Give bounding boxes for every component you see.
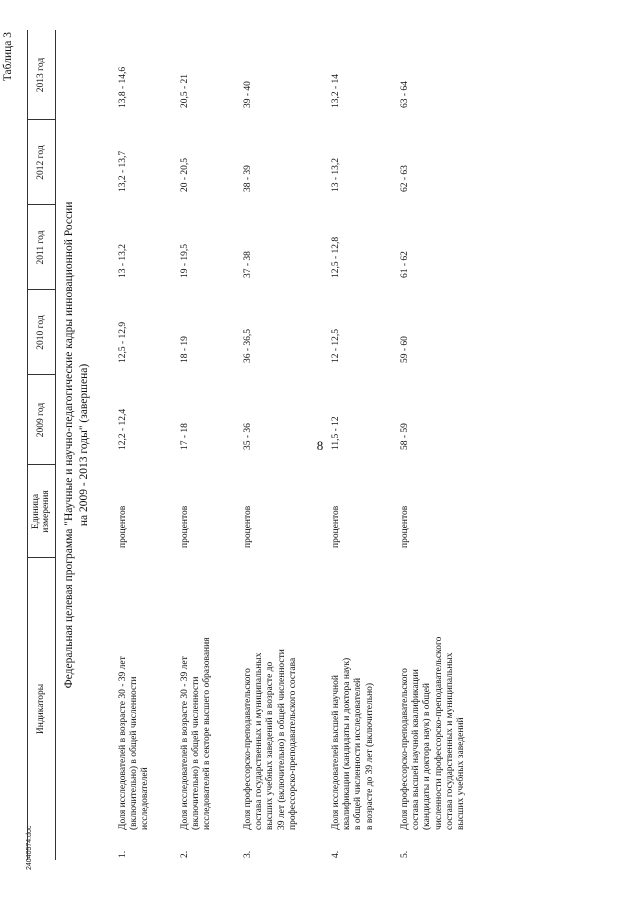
value-2011: 13 - 13,2 <box>118 243 128 278</box>
indicator-line: исследователей <box>140 767 151 830</box>
program-title <box>62 30 92 860</box>
indicator-line: (включительно) в общей численности <box>191 676 202 830</box>
value-2012: 38 - 39 <box>243 165 253 192</box>
indicator-line: Доля исследователей в возрасте 30 - 39 лет <box>180 656 190 830</box>
value-2010: 12 - 12,5 <box>331 328 341 363</box>
value-2012: 13 - 13,2 <box>331 157 341 192</box>
header-year-2013: 2013 год <box>35 57 46 93</box>
value-2013: 13,8 - 14,6 <box>118 66 128 108</box>
value-2009: 35 - 36 <box>243 423 253 450</box>
value-2009: 17 - 18 <box>180 423 190 450</box>
indicator-text <box>118 572 152 830</box>
indicator-line: Доля профессорско-преподавательского <box>400 668 410 830</box>
row-number: 1. <box>118 850 128 858</box>
row-number: 4. <box>331 850 341 858</box>
indicator-line: в возрасте до 39 лет (включительно) <box>364 682 375 830</box>
value-2009: 12,2 - 12,4 <box>118 408 128 450</box>
value-2012: 62 - 63 <box>400 165 410 192</box>
unit-cell: процентов <box>400 505 410 548</box>
header-unit <box>28 465 54 558</box>
value-2013: 63 - 64 <box>400 81 410 108</box>
row-number: 3. <box>243 850 253 858</box>
header-unit-line: измерения <box>41 490 51 533</box>
row-number: 5. <box>400 850 410 858</box>
value-2011: 61 - 62 <box>400 251 410 278</box>
unit-cell: процентов <box>118 505 128 548</box>
unit-cell: процентов <box>331 505 341 548</box>
unit-cell: процентов <box>243 505 253 548</box>
indicator-line: высших учебных заведений <box>456 717 467 830</box>
program-title-line: на 2009 - 2013 годы" (завершена) <box>77 363 90 527</box>
indicator-line: состава высшей научной квалификации <box>411 669 422 830</box>
value-2013: 20,5 - 21 <box>180 73 190 108</box>
indicator-line: профессорско-преподавательского состава <box>287 657 298 830</box>
value-2012: 20 - 20,5 <box>180 157 190 192</box>
indicator-line: 39 лет (включительно) в общей численности <box>276 649 287 830</box>
table-label: Таблица 3 <box>2 32 14 82</box>
indicator-line: исследователей в секторе высшего образования <box>202 637 213 830</box>
indicator-line: численности профессорско-преподавательского <box>433 636 444 830</box>
header-year-2011: 2011 год <box>35 230 46 265</box>
indicator-line: Доля исследователей высшей научной <box>331 675 341 830</box>
value-2011: 19 - 19,5 <box>180 243 190 278</box>
indicator-line: состава государственных и муниципальных <box>444 652 455 830</box>
value-2009: 11,5 - 12 <box>331 416 341 450</box>
header-bottom-rule <box>55 30 56 860</box>
value-2011: 37 - 38 <box>243 251 253 278</box>
value-2012: 13,2 - 13,7 <box>118 150 128 192</box>
indicator-line: квалификации (кандидаты и доктора наук) <box>342 657 353 830</box>
header-year-2012: 2012 год <box>35 145 46 180</box>
value-2013: 13,2 - 14 <box>331 73 341 108</box>
indicator-line: (кандидаты и доктора наук) в общей <box>422 683 433 830</box>
value-2011: 12,5 - 12,8 <box>331 236 341 278</box>
value-2010: 12,5 - 12,9 <box>118 321 128 363</box>
value-2013: 39 - 40 <box>243 81 253 108</box>
value-2009: 58 - 59 <box>400 423 410 450</box>
header-year-2009: 2009 год <box>35 402 46 438</box>
program-title-line: Федеральная целевая программа "Научные и научно-педагогические кадры инновационной России <box>63 201 75 689</box>
page-number: 8 <box>316 438 324 453</box>
value-2010: 18 - 19 <box>180 336 190 363</box>
unit-cell: процентов <box>180 505 190 548</box>
indicator-line: Доля профессорско-преподавательского <box>243 668 253 830</box>
indicator-text <box>331 572 376 830</box>
value-2010: 36 - 36,5 <box>243 328 253 363</box>
indicator-line: состава государственных и муниципальных <box>254 652 265 830</box>
document-code: 24040574.doc <box>26 825 33 870</box>
header-year-2010: 2010 год <box>35 315 46 350</box>
indicator-text <box>243 572 299 830</box>
rotated-table-page <box>0 30 560 860</box>
value-2010: 59 - 60 <box>400 336 410 363</box>
indicator-line: в общей численности исследователей <box>353 677 364 830</box>
indicator-line: Доля исследователей в возрасте 30 - 39 лет <box>118 656 128 830</box>
indicator-text <box>180 572 214 830</box>
indicator-line: (включительно) в общей численности <box>129 676 140 830</box>
indicator-line: высших учебных заведений в возрасте до <box>265 661 276 830</box>
indicator-text <box>400 572 467 830</box>
header-indicators: Индикаторы <box>35 683 46 735</box>
row-number: 2. <box>180 850 190 858</box>
header-unit-line: Единица <box>30 493 41 530</box>
